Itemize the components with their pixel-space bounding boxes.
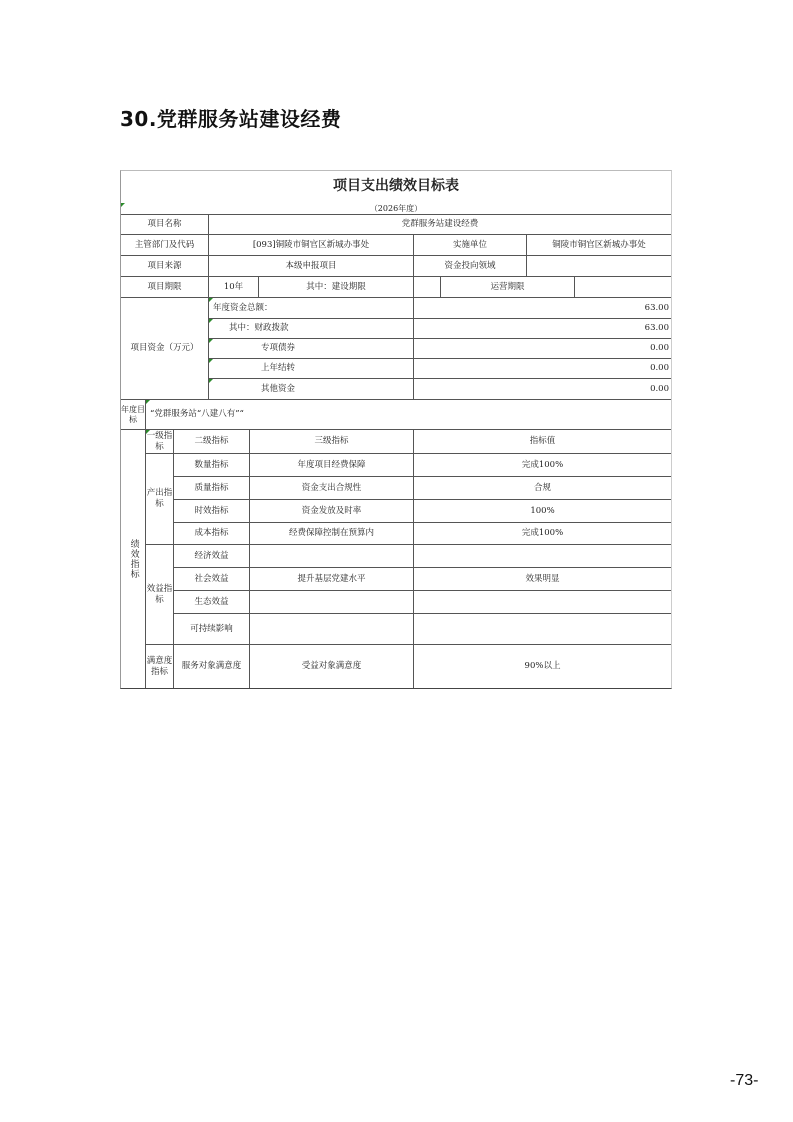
source-label: 项目来源 <box>121 256 209 277</box>
indicator-value <box>414 545 671 568</box>
fund-label: 年度资金总额： <box>209 298 414 319</box>
indicator-value: 完成100% <box>414 454 671 477</box>
cell-marker <box>209 298 213 302</box>
indicator-lvl3: 受益对象满意度 <box>250 645 414 688</box>
output-label: 产出指标 <box>146 454 174 545</box>
indicator-lvl2: 时效指标 <box>174 500 250 523</box>
cell-marker <box>209 359 213 363</box>
indicator-lvl2: 质量指标 <box>174 477 250 500</box>
build-period-label: 其中：建设期限 <box>259 277 414 298</box>
cell-marker <box>146 430 150 434</box>
fund-value: 63.00 <box>414 298 671 319</box>
indicator-lvl3: 资金发放及时率 <box>250 500 414 523</box>
indicator-lvl2: 成本指标 <box>174 523 250 545</box>
cell-marker <box>146 400 150 404</box>
indicator-value: 效果明显 <box>414 568 671 591</box>
cell-marker <box>209 339 213 343</box>
op-period-value <box>575 277 671 298</box>
indicator-lvl3: 经费保障控制在预算内 <box>250 523 414 545</box>
satisfaction-label: 满意度指标 <box>146 645 174 688</box>
impl-unit-value: 铜陵市铜官区新城办事处 <box>527 235 671 256</box>
section-heading: 30.党群服务站建设经费 <box>120 107 342 131</box>
indicator-lvl2: 可持续影响 <box>174 614 250 645</box>
dept-value: [093]铜陵市铜官区新城办事处 <box>209 235 414 256</box>
fund-label: 其中：财政拨款 <box>209 319 414 339</box>
fund-label: 专项债券 <box>209 339 414 359</box>
period-label: 项目期限 <box>121 277 209 298</box>
op-period-label: 运营期限 <box>441 277 575 298</box>
lvl2-header: 二级指标 <box>174 430 250 454</box>
indicator-lvl3 <box>250 591 414 614</box>
indicator-lvl3: 提升基层党建水平 <box>250 568 414 591</box>
cell-marker <box>209 319 213 323</box>
indicator-value <box>414 614 671 645</box>
impl-unit-label: 实施单位 <box>414 235 527 256</box>
indicator-value: 合规 <box>414 477 671 500</box>
build-period-value <box>414 277 441 298</box>
indicator-lvl2: 服务对象满意度 <box>174 645 250 688</box>
indicator-lvl2: 生态效益 <box>174 591 250 614</box>
indicator-value: 完成100% <box>414 523 671 545</box>
indicator-value: 100% <box>414 500 671 523</box>
table-title: 项目支出绩效目标表 <box>333 178 459 195</box>
fund-value: 0.00 <box>414 339 671 359</box>
funds-label: 项目资金（万元） <box>121 298 209 400</box>
value-header: 指标值 <box>414 430 671 454</box>
table-year: （2026年度） <box>121 203 671 215</box>
benefit-label: 效益指标 <box>146 545 174 645</box>
indicator-lvl2: 经济效益 <box>174 545 250 568</box>
period-value: 10年 <box>209 277 259 298</box>
goal-label: 年度目标 <box>121 400 146 430</box>
indicator-lvl3 <box>250 545 414 568</box>
indicator-lvl3: 年度项目经费保障 <box>250 454 414 477</box>
fund-label: 上年结转 <box>209 359 414 379</box>
project-name-label: 项目名称 <box>121 215 209 235</box>
indicator-lvl2: 社会效益 <box>174 568 250 591</box>
dept-label: 主管部门及代码 <box>121 235 209 256</box>
indicator-value <box>414 591 671 614</box>
indicator-value: 90%以上 <box>524 661 561 672</box>
indicator-lvl3: 资金支出合规性 <box>250 477 414 500</box>
invest-field-label: 资金投向领域 <box>414 256 527 277</box>
lvl1-header: 一级指标 <box>146 430 174 454</box>
goal-value: “党群服务站“八建八有”“ <box>146 400 671 430</box>
cell-marker <box>121 203 125 207</box>
fund-label: 其他资金 <box>209 379 414 400</box>
indicator-lvl2: 数量指标 <box>174 454 250 477</box>
performance-table <box>120 170 672 689</box>
lvl3-header: 三级指标 <box>250 430 414 454</box>
fund-value: 0.00 <box>414 379 671 400</box>
fund-value: 63.00 <box>414 319 671 339</box>
source-value: 本级申报项目 <box>209 256 414 277</box>
perf-label: 绩效指标 <box>121 430 146 688</box>
fund-value: 0.00 <box>414 359 671 379</box>
cell-marker <box>209 379 213 383</box>
indicator-lvl3 <box>250 614 414 645</box>
invest-field-value <box>527 256 671 277</box>
page-number: -73- <box>730 1072 759 1089</box>
project-name: 党群服务站建设经费 <box>209 215 671 235</box>
